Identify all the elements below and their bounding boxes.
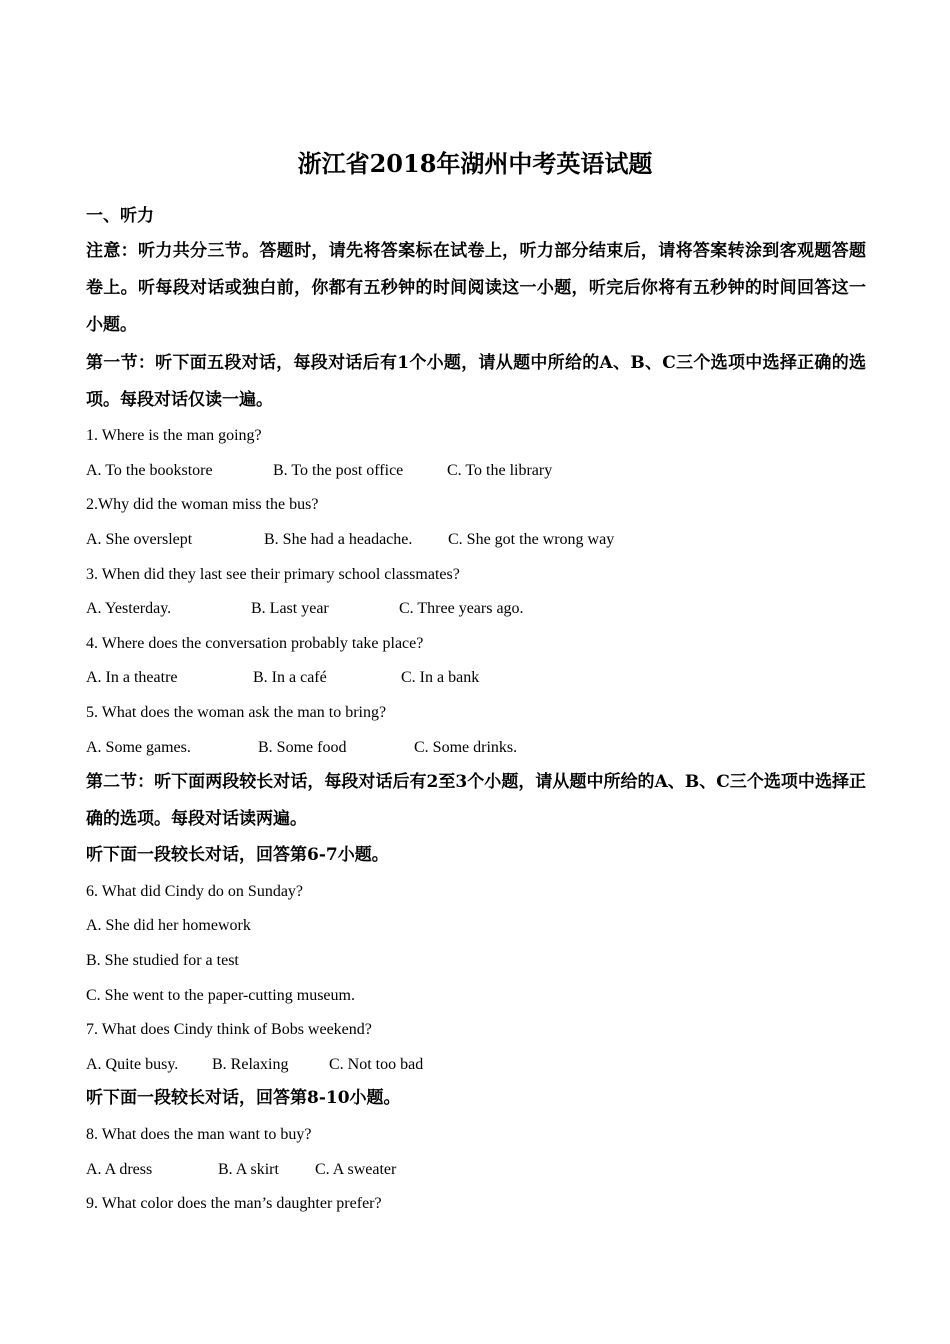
q2-option-b: B. She had a headache. bbox=[264, 531, 413, 548]
q6-option-c: C. She went to the paper-cutting museum. bbox=[86, 987, 355, 1004]
q2-option-c: C. She got the wrong way bbox=[448, 531, 615, 548]
question-5: 5. What does the woman ask the man to bring? bbox=[86, 704, 387, 721]
question-9: 9. What color does the man’s daughter prefer? bbox=[86, 1195, 382, 1212]
dialog1-intro: 听下面一段较长对话，回答第6-7小题。 bbox=[86, 845, 389, 865]
q4-option-b: B. In a café bbox=[253, 669, 327, 686]
q1-option-b: B. To the post office bbox=[273, 462, 404, 479]
q6-option-a: A. She did her homework bbox=[86, 917, 251, 934]
q8-option-b: B. A skirt bbox=[218, 1161, 279, 1178]
q3-option-a: A. Yesterday. bbox=[86, 600, 172, 617]
question-3: 3. When did they last see their primary school classmates? bbox=[86, 566, 460, 583]
q5-option-a: A. Some games. bbox=[86, 739, 191, 756]
q4-option-c: C. In a bank bbox=[401, 669, 480, 686]
q7-option-a: A. Quite busy. bbox=[86, 1056, 179, 1073]
question-8: 8. What does the man want to buy? bbox=[86, 1126, 312, 1143]
q1-option-c: C. To the library bbox=[447, 462, 553, 479]
page-title: 浙江省2018年湖州中考英语试题 bbox=[297, 149, 653, 178]
q8-option-c: C. A sweater bbox=[315, 1161, 397, 1178]
part1-heading: 一、听力 bbox=[86, 206, 154, 226]
q3-option-c: C. Three years ago. bbox=[399, 600, 524, 617]
q4-option-a: A. In a theatre bbox=[86, 669, 178, 686]
section1-instructions: 第一节：听下面五段对话，每段对话后有1个小题，请从题中所给的A、B、C三个选项中选择正确的选项。每段对话仅读一遍。 bbox=[86, 353, 866, 410]
question-1: 1. Where is the man going? bbox=[86, 427, 262, 444]
q8-option-a: A. A dress bbox=[86, 1161, 153, 1178]
question-6: 6. What did Cindy do on Sunday? bbox=[86, 883, 304, 900]
question-2: 2.Why did the woman miss the bus? bbox=[86, 496, 319, 513]
q7-option-b: B. Relaxing bbox=[212, 1056, 289, 1073]
q5-option-b: B. Some food bbox=[258, 739, 347, 756]
q1-option-a: A. To the bookstore bbox=[86, 462, 213, 479]
dialog2-intro: 听下面一段较长对话，回答第8-10小题。 bbox=[86, 1088, 401, 1108]
q6-option-b: B. She studied for a test bbox=[86, 952, 239, 969]
q3-option-b: B. Last year bbox=[251, 600, 329, 617]
q5-option-c: C. Some drinks. bbox=[414, 739, 518, 756]
question-4: 4. Where does the conversation probably take place? bbox=[86, 635, 424, 652]
section2-instructions: 第二节：听下面两段较长对话，每段对话后有2至3个小题，请从题中所给的A、B、C三个选项中选择正确的选项。每段对话读两遍。 bbox=[86, 772, 866, 829]
q2-option-a: A. She overslept bbox=[86, 531, 193, 548]
q7-option-c: C. Not too bad bbox=[329, 1056, 424, 1073]
instructions-note: 注意：听力共分三节。答题时，请先将答案标在试卷上，听力部分结束后，请将答案转涂到客观题答题卷上。听每段对话或独白前，你都有五秒钟的时间阅读这一小题，听完后你将有五秒钟的时间回答这一小题。 bbox=[86, 241, 866, 335]
question-7: 7. What does Cindy think of Bobs weekend? bbox=[86, 1021, 372, 1038]
